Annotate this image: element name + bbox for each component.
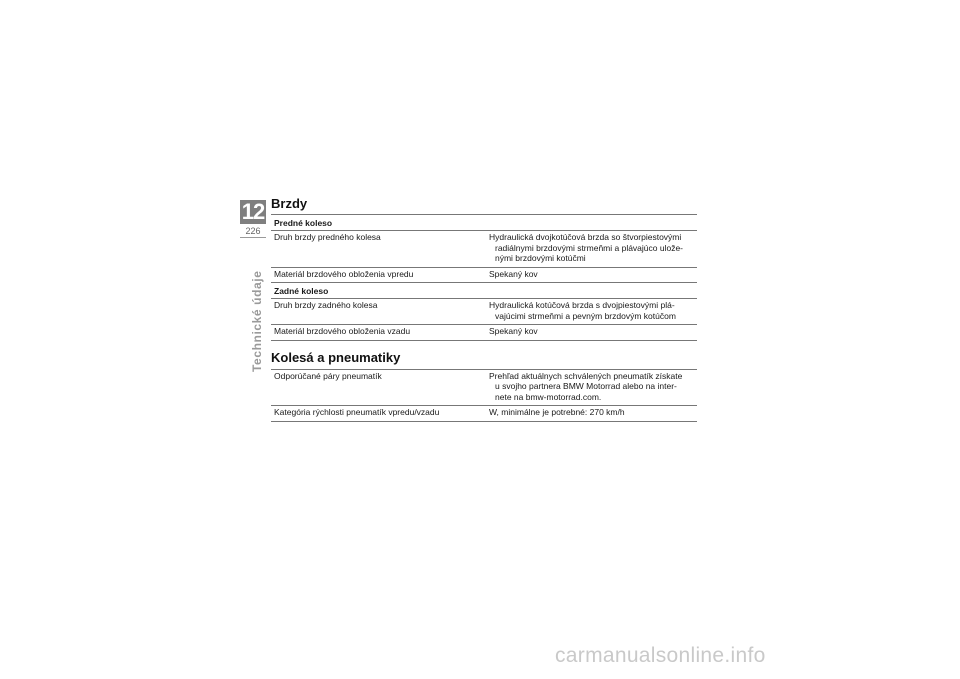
spec-label: Druh brzdy zadného kolesa xyxy=(274,300,378,310)
spec-value: W, minimálne je potrebné: 270 km/h xyxy=(489,407,625,417)
spec-value xyxy=(489,300,697,321)
spec-value xyxy=(489,232,697,264)
spec-content xyxy=(271,196,697,422)
spec-row-rear-pad-material xyxy=(271,325,697,340)
spec-value xyxy=(489,371,697,403)
spec-value-line: u svojho partnera BMW Motorrad alebo na inter- xyxy=(495,381,677,391)
spec-label: Materiál brzdového obloženia vzadu xyxy=(274,326,411,336)
spec-value-line: Prehľad aktuálnych schválených pneumatík získate xyxy=(489,370,683,381)
spec-value-line: Hydraulická kotúčová brzda s dvojpiestovými plá- xyxy=(489,300,675,310)
page-number: 226 xyxy=(245,226,261,236)
watermark-text: carmanualsonline.info xyxy=(555,644,766,667)
spec-value-line: Hydraulická dvojkotúčová brzda so štvorpiestovými xyxy=(489,232,682,242)
spec-row-front-pad-material xyxy=(271,268,697,283)
section-title-brakes: Brzdy xyxy=(271,196,308,211)
spec-row-tyre-speed-category xyxy=(271,406,697,421)
spec-label: Materiál brzdového obloženia vpredu xyxy=(274,268,414,279)
subheading-rear-wheel: Zadné koleso xyxy=(274,286,329,296)
divider xyxy=(271,340,697,341)
spec-row-front-brake-type xyxy=(271,231,697,267)
spec-label: Druh brzdy predného kolesa xyxy=(274,232,381,242)
spec-value: Spekaný kov xyxy=(489,268,538,279)
spec-row-tyre-pairings xyxy=(271,370,697,406)
spec-label: Kategória rýchlosti pneumatík vpredu/vzadu xyxy=(274,407,440,417)
chapter-number-badge: 12 xyxy=(241,199,265,224)
spec-label: Odporúčané páry pneumatík xyxy=(274,370,382,381)
spec-value-line: vajúcimi strmeňmi a pevným brzdovým kotúčom xyxy=(495,310,676,321)
spec-value-line: nete na bmw-motorrad.com. xyxy=(495,391,602,402)
page-number-rule xyxy=(240,237,266,238)
spec-value-line: radiálnymi brzdovými strmeňmi a plávajúco ulože- xyxy=(495,242,684,253)
section-title-wheels-tyres: Kolesá a pneumatiky xyxy=(271,349,401,365)
spec-value: Spekaný kov xyxy=(489,326,538,336)
spec-value-line: nými brzdovými kotúčmi xyxy=(495,253,586,263)
spec-row-rear-brake-type xyxy=(271,299,697,324)
divider xyxy=(271,421,697,422)
chapter-title-vertical: Technické údaje xyxy=(250,270,264,372)
subheading-front-wheel: Predné koleso xyxy=(274,218,333,228)
